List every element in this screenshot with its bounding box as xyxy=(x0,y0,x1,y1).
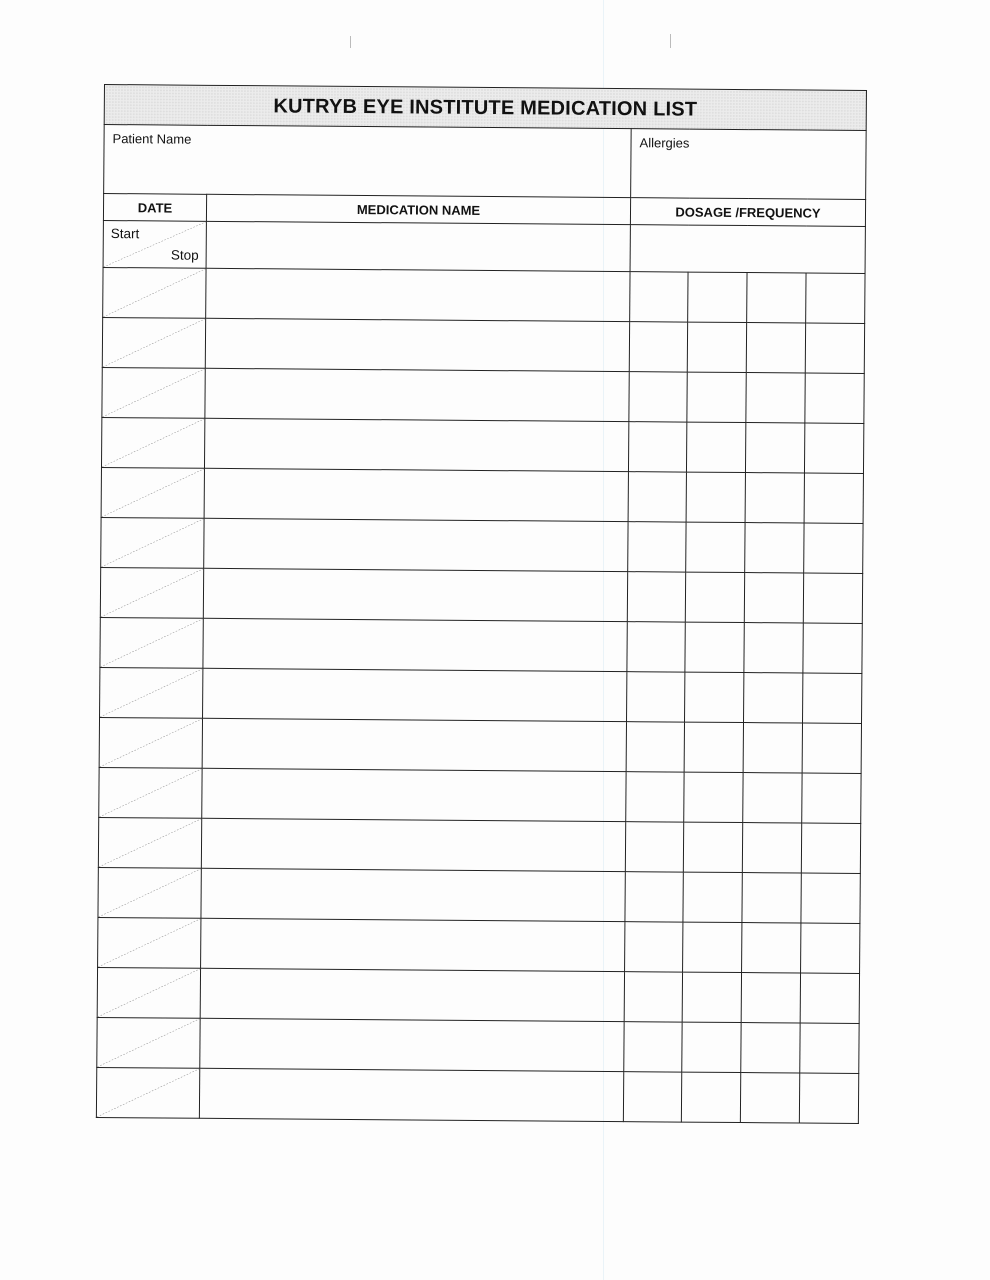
diagonal-divider xyxy=(100,618,202,668)
medication-table xyxy=(96,84,867,1124)
medication-entry-cell[interactable] xyxy=(200,1018,624,1071)
patient-name-field[interactable] xyxy=(104,125,632,198)
medication-entry-cell[interactable] xyxy=(201,818,625,871)
dosage-entry-cell[interactable] xyxy=(745,523,804,573)
dosage-entry-cell[interactable] xyxy=(627,672,685,722)
dosage-entry-cell[interactable] xyxy=(629,372,687,422)
medication-entry-cell[interactable] xyxy=(202,768,626,821)
dosage-entry-cell[interactable] xyxy=(742,873,801,923)
dosage-entry-cell[interactable] xyxy=(683,822,742,872)
table-row xyxy=(100,617,862,673)
dosage-entry-cell[interactable] xyxy=(625,822,683,872)
dosage-entry-cell[interactable] xyxy=(806,273,865,323)
date-column-header: DATE xyxy=(103,194,206,222)
start-stop-row xyxy=(103,220,865,273)
dosage-entry-cell[interactable] xyxy=(740,1073,799,1123)
dosage-entry-cell[interactable] xyxy=(625,922,683,972)
table-row xyxy=(98,817,860,873)
date-entry-cell[interactable] xyxy=(102,317,205,368)
medication-legend-cell xyxy=(206,221,630,271)
date-entry-cell[interactable] xyxy=(99,717,202,768)
dosage-entry-cell[interactable] xyxy=(746,373,805,423)
date-entry-cell[interactable] xyxy=(96,1067,199,1118)
dosage-entry-cell[interactable] xyxy=(624,1022,682,1072)
scan-artifact xyxy=(670,34,671,48)
table-row xyxy=(96,1067,858,1123)
diagonal-divider xyxy=(101,568,203,618)
start-stop-legend xyxy=(103,220,206,268)
table-row xyxy=(101,417,863,473)
dosage-entry-cell[interactable] xyxy=(800,1023,859,1073)
medication-entry-cell[interactable] xyxy=(203,668,627,721)
date-entry-cell[interactable] xyxy=(97,1017,200,1068)
dosage-entry-cell[interactable] xyxy=(805,323,864,373)
diagonal-divider xyxy=(103,318,205,368)
dosage-entry-cell[interactable] xyxy=(684,772,743,822)
date-entry-cell[interactable] xyxy=(98,917,201,968)
dosage-entry-cell[interactable] xyxy=(744,573,803,623)
dosage-entry-cell[interactable] xyxy=(803,623,862,673)
dosage-entry-cell[interactable] xyxy=(742,923,801,973)
date-entry-cell[interactable] xyxy=(101,417,204,468)
medication-entry-cell[interactable] xyxy=(203,618,627,671)
dosage-entry-cell[interactable] xyxy=(688,272,747,322)
date-entry-cell[interactable] xyxy=(98,817,201,868)
table-row xyxy=(103,267,865,323)
dosage-entry-cell[interactable] xyxy=(624,972,682,1022)
medication-entry-cell[interactable] xyxy=(201,868,625,921)
date-entry-cell[interactable] xyxy=(101,467,204,518)
diagonal-divider xyxy=(101,518,203,568)
diagonal-divider xyxy=(102,368,204,418)
medication-entry-cell[interactable] xyxy=(205,318,629,371)
table-row xyxy=(98,867,860,923)
allergies-field[interactable] xyxy=(631,129,867,200)
dosage-entry-cell[interactable] xyxy=(629,322,687,372)
table-row xyxy=(99,717,861,773)
medication-entry-cell[interactable] xyxy=(202,718,626,771)
date-entry-cell[interactable] xyxy=(98,867,201,918)
dosage-entry-cell[interactable] xyxy=(623,1072,681,1122)
table-row xyxy=(101,517,863,573)
dosage-entry-cell[interactable] xyxy=(681,1072,740,1122)
dosage-entry-cell[interactable] xyxy=(799,1073,858,1123)
medication-entry-cell[interactable] xyxy=(206,268,630,321)
diagonal-divider xyxy=(97,1018,199,1068)
date-entry-cell[interactable] xyxy=(101,517,204,568)
diagonal-divider xyxy=(103,268,205,318)
form-title: KUTRYB EYE INSTITUTE MEDICATION LIST xyxy=(273,95,698,121)
title-cell xyxy=(104,85,866,131)
dosage-entry-cell[interactable] xyxy=(683,922,742,972)
medication-entry-cell[interactable] xyxy=(203,568,627,621)
date-entry-cell[interactable] xyxy=(100,567,203,618)
table-row xyxy=(101,467,863,523)
date-entry-cell[interactable] xyxy=(99,767,202,818)
dosage-entry-cell[interactable] xyxy=(628,522,686,572)
dosage-entry-cell[interactable] xyxy=(744,673,803,723)
table-row xyxy=(99,767,861,823)
table-row xyxy=(100,667,862,723)
dosage-entry-cell[interactable] xyxy=(628,472,686,522)
medication-entry-cell[interactable] xyxy=(204,418,628,471)
start-label: Start xyxy=(110,226,140,242)
dosage-entry-cell[interactable] xyxy=(805,373,864,423)
dosage-entry-cell[interactable] xyxy=(627,572,685,622)
diagonal-divider xyxy=(98,868,200,918)
medication-list-form xyxy=(96,84,866,1114)
allergies-label: Allergies xyxy=(639,135,690,151)
dosage-entry-cell[interactable] xyxy=(682,1022,741,1072)
stop-label: Stop xyxy=(170,247,199,263)
dosage-entry-cell[interactable] xyxy=(685,672,744,722)
dosage-entry-cell[interactable] xyxy=(627,622,685,672)
dosage-entry-cell[interactable] xyxy=(687,322,746,372)
dosage-entry-cell[interactable] xyxy=(743,773,802,823)
medication-entry-cell[interactable] xyxy=(201,918,625,971)
dosage-entry-cell[interactable] xyxy=(686,422,745,472)
dosage-entry-cell[interactable] xyxy=(803,673,862,723)
table-row xyxy=(102,367,864,423)
medication-entry-cell[interactable] xyxy=(205,368,629,421)
dosage-entry-cell[interactable] xyxy=(804,473,863,523)
title-row xyxy=(104,85,866,131)
dosage-column-header: DOSAGE /FREQUENCY xyxy=(630,198,865,227)
dosage-entry-cell[interactable] xyxy=(741,973,800,1023)
dosage-entry-cell[interactable] xyxy=(628,422,686,472)
dosage-entry-cell[interactable] xyxy=(745,473,804,523)
dosage-entry-cell[interactable] xyxy=(801,923,860,973)
table-row xyxy=(97,1017,859,1073)
dosage-entry-cell[interactable] xyxy=(625,872,683,922)
table-row xyxy=(102,317,864,373)
table-row xyxy=(97,967,859,1023)
dosage-entry-cell[interactable] xyxy=(743,723,802,773)
dosage-entry-cell[interactable] xyxy=(804,423,863,473)
medication-entry-cell[interactable] xyxy=(204,518,628,571)
dosage-entry-cell[interactable] xyxy=(626,722,684,772)
diagonal-divider xyxy=(102,418,204,468)
scan-artifact xyxy=(350,36,351,48)
dosage-entry-cell[interactable] xyxy=(682,972,741,1022)
dosage-entry-cell[interactable] xyxy=(744,623,803,673)
patient-info-row xyxy=(104,125,867,200)
patient-name-label: Patient Name xyxy=(112,131,192,147)
medication-entry-cell[interactable] xyxy=(200,968,624,1021)
diagonal-divider xyxy=(98,968,200,1018)
dosage-entry-cell[interactable] xyxy=(686,522,745,572)
dosage-entry-cell[interactable] xyxy=(802,723,861,773)
medication-entry-cell[interactable] xyxy=(199,1068,623,1121)
dosage-entry-cell[interactable] xyxy=(684,722,743,772)
dosage-entry-cell[interactable] xyxy=(685,622,744,672)
dosage-entry-cell[interactable] xyxy=(630,272,688,322)
dosage-entry-cell[interactable] xyxy=(683,872,742,922)
dosage-entry-cell[interactable] xyxy=(804,523,863,573)
dosage-entry-cell[interactable] xyxy=(801,873,860,923)
date-entry-cell[interactable] xyxy=(103,267,206,318)
dosage-entry-cell[interactable] xyxy=(802,773,861,823)
dosage-entry-cell[interactable] xyxy=(801,823,860,873)
diagonal-divider xyxy=(97,1068,199,1118)
dosage-entry-cell[interactable] xyxy=(747,273,806,323)
date-entry-cell[interactable] xyxy=(102,367,205,418)
diagonal-divider xyxy=(99,818,201,868)
dosage-entry-cell[interactable] xyxy=(687,372,746,422)
medication-column-header: MEDICATION NAME xyxy=(206,194,630,224)
dosage-entry-cell[interactable] xyxy=(803,573,862,623)
table-row xyxy=(100,567,862,623)
date-entry-cell[interactable] xyxy=(100,617,203,668)
diagonal-divider xyxy=(99,768,201,818)
dosage-entry-cell[interactable] xyxy=(741,1023,800,1073)
diagonal-divider xyxy=(102,468,204,518)
diagonal-divider xyxy=(100,718,202,768)
dosage-entry-cell[interactable] xyxy=(745,423,804,473)
diagonal-divider xyxy=(100,668,202,718)
dosage-entry-cell[interactable] xyxy=(746,323,805,373)
table-row xyxy=(98,917,860,973)
date-entry-cell[interactable] xyxy=(97,967,200,1018)
dosage-entry-cell[interactable] xyxy=(686,472,745,522)
dosage-entry-cell[interactable] xyxy=(685,572,744,622)
diagonal-divider xyxy=(98,918,200,968)
medication-entry-cell[interactable] xyxy=(204,468,628,521)
date-entry-cell[interactable] xyxy=(100,667,203,718)
dosage-entry-cell[interactable] xyxy=(626,772,684,822)
dosage-legend-cell xyxy=(630,225,865,274)
dosage-entry-cell[interactable] xyxy=(800,973,859,1023)
dosage-entry-cell[interactable] xyxy=(742,823,801,873)
